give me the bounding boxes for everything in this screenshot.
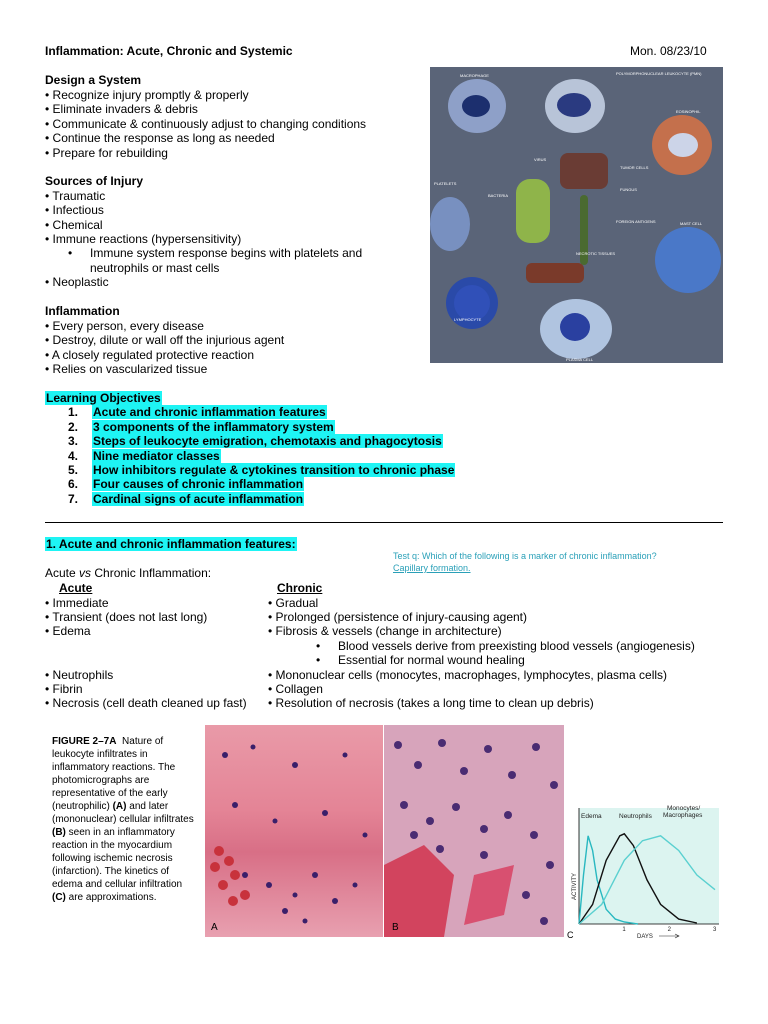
sources-sub-line: neutrophils or mast cells <box>90 261 220 275</box>
test-question: Test q: Which of the following is a marker of chronic inflammation? Capillary formation. <box>393 551 657 573</box>
platelets-cell <box>430 197 470 251</box>
mast-cell <box>655 227 721 293</box>
chronic-sub-bullet: • <box>316 639 321 653</box>
inflammation-heading: Inflammation <box>45 304 120 318</box>
label-mastcell: MAST CELL <box>680 221 703 226</box>
design-item: • Recognize injury promptly & properly <box>45 88 249 102</box>
eosinophil-cell <box>652 115 712 175</box>
series-label-0: Edema <box>581 813 602 820</box>
kinetics-chart <box>567 800 723 940</box>
panel-label-a: A <box>211 922 218 933</box>
compare-heading: Acute vs Chronic Inflammation: <box>45 566 212 580</box>
design-item: • Continue the response as long as needed <box>45 131 275 145</box>
acute-item: • Transient (does not last long) <box>45 610 208 624</box>
photo-b-cells <box>384 725 564 937</box>
macrophage-cell <box>448 79 506 133</box>
objective-item: 4. Nine mediator classes <box>68 449 220 463</box>
necrotic-tissue-shape <box>526 263 584 283</box>
label-macrophage: MACROPHAGE <box>460 73 489 78</box>
acute-item: • Edema <box>45 624 91 638</box>
inflammation-item: • Every person, every disease <box>45 319 204 333</box>
label-fungus: FUNGUS <box>620 187 637 192</box>
sources-item: • Infectious <box>45 203 104 217</box>
label-plasma: PLASMA CELL <box>566 357 594 362</box>
x-axis-arrow <box>659 934 679 938</box>
x-tick-label: 1 <box>622 927 626 933</box>
design-item: • Prepare for rebuilding <box>45 146 168 160</box>
sources-item: • Chemical <box>45 218 103 232</box>
label-bacteria: BACTERIA <box>488 193 509 198</box>
chronic-sub-bullet: • <box>316 653 321 667</box>
chronic-item: • Resolution of necrosis (takes a long time to clean up debris) <box>268 696 594 710</box>
y-axis-label: ACTIVITY <box>572 872 578 900</box>
photomicrograph-a <box>205 725 383 937</box>
design-item: • Eliminate invaders & debris <box>45 102 198 116</box>
test-answer: Capillary formation. <box>393 563 471 573</box>
kinetics-chart-svg <box>567 800 723 940</box>
page-title: Inflammation: Acute, Chronic and Systemic <box>45 44 293 58</box>
label-tumor: TUMOR CELLS <box>620 165 649 170</box>
acute-item: • Fibrin <box>45 682 83 696</box>
label-platelets: PLATELETS <box>434 181 457 186</box>
bacteria-shape <box>516 179 550 243</box>
photo-a-cells <box>205 725 383 937</box>
pmn-cell <box>545 79 605 133</box>
label-pmn: POLYMORPHONUCLEAR LEUKOCYTE (PMN) <box>616 71 702 76</box>
label-lymphocyte: LYMPHOCYTE <box>454 317 482 322</box>
chronic-item: • Collagen <box>268 682 323 696</box>
sources-heading: Sources of Injury <box>45 174 144 188</box>
chronic-item: • Gradual <box>268 596 319 610</box>
sources-item: • Traumatic <box>45 189 106 203</box>
chronic-sub-item: Essential for normal wound healing <box>338 653 525 667</box>
chronic-item: • Prolonged (persistence of injury-causing agent) <box>268 610 528 624</box>
objective-item: 6. Four causes of chronic inflammation <box>68 477 304 491</box>
chronic-heading: Chronic <box>277 581 323 595</box>
series-label-1: Neutrophils <box>619 813 652 820</box>
label-foreign: FOREIGN ANTIGENS <box>616 219 656 224</box>
photomicrograph-b <box>384 725 564 937</box>
design-item: • Communicate & continuously adjust to changing conditions <box>45 117 367 131</box>
figure-caption: FIGURE 2–7A Nature of leukocyte infiltrates in inflammatory reactions. The photomicrographs are representative of the early (neutrophilic) (A) and later (mononuclear) cellular infiltrates (B) seen in an inflammatory reaction in the myocardium following ischemic necrosis (infarction). The kinetics of edema and cellular infiltration (C) are approximations. <box>52 736 194 903</box>
chronic-item: • Mononuclear cells (monocytes, macrophages, lymphocytes, plasma cells) <box>268 668 668 682</box>
acute-item: • Necrosis (cell death cleaned up fast) <box>45 696 247 710</box>
inflammatory-cells-illustration <box>430 67 723 363</box>
x-tick-label: 3 <box>713 927 717 933</box>
panel-label-b: B <box>392 922 399 933</box>
label-virus: VIRUS <box>534 157 547 162</box>
page-date: Mon. 08/23/10 <box>630 44 707 58</box>
objective-item: 1. Acute and chronic inflammation features <box>68 405 326 419</box>
inflammation-item: • A closely regulated protective reaction <box>45 348 254 362</box>
chronic-sub-item: Blood vessels derive from preexisting blood vessels (angiogenesis) <box>338 639 695 653</box>
chronic-item: • Fibrosis & vessels (change in architecture) <box>268 624 502 638</box>
sources-sub-line: Immune system response begins with platelets and <box>90 246 363 260</box>
objective-item: 5. How inhibitors regulate & cytokines transition to chronic phase <box>68 463 455 477</box>
section1-heading: 1. Acute and chronic inflammation features: <box>46 537 296 551</box>
acute-item: • Neutrophils <box>45 668 114 682</box>
plasma-cell <box>540 299 612 359</box>
acute-item: • Immediate <box>45 596 109 610</box>
label-eosinophil: EOSINOPHIL <box>676 109 701 114</box>
objective-item: 3. Steps of leukocyte emigration, chemotaxis and phagocytosis <box>68 434 442 448</box>
inflammation-item: • Destroy, dilute or wall off the injurious agent <box>45 333 285 347</box>
sources-sub-bullet: • <box>68 246 73 260</box>
sources-item: • Immune reactions (hypersensitivity) <box>45 232 242 246</box>
label-necrotic: NECROTIC TISSUES <box>576 251 616 256</box>
design-heading: Design a System <box>45 73 142 87</box>
objective-item: 7. Cardinal signs of acute inflammation <box>68 492 304 506</box>
objectives-heading: Learning Objectives <box>46 391 161 405</box>
x-tick-label: 2 <box>667 927 672 933</box>
tumor-cells <box>560 153 608 189</box>
sources-item: • Neoplastic <box>45 275 109 289</box>
section-divider <box>45 522 723 523</box>
inflammation-item: • Relies on vascularized tissue <box>45 362 208 376</box>
panel-label-c: C <box>567 930 574 940</box>
acute-heading: Acute <box>59 581 93 595</box>
series-label-2: Monocytes/ Macrophages <box>663 805 703 819</box>
objective-item: 2. 3 components of the inflammatory system <box>68 420 334 434</box>
x-axis-label: DAYS <box>637 934 653 940</box>
